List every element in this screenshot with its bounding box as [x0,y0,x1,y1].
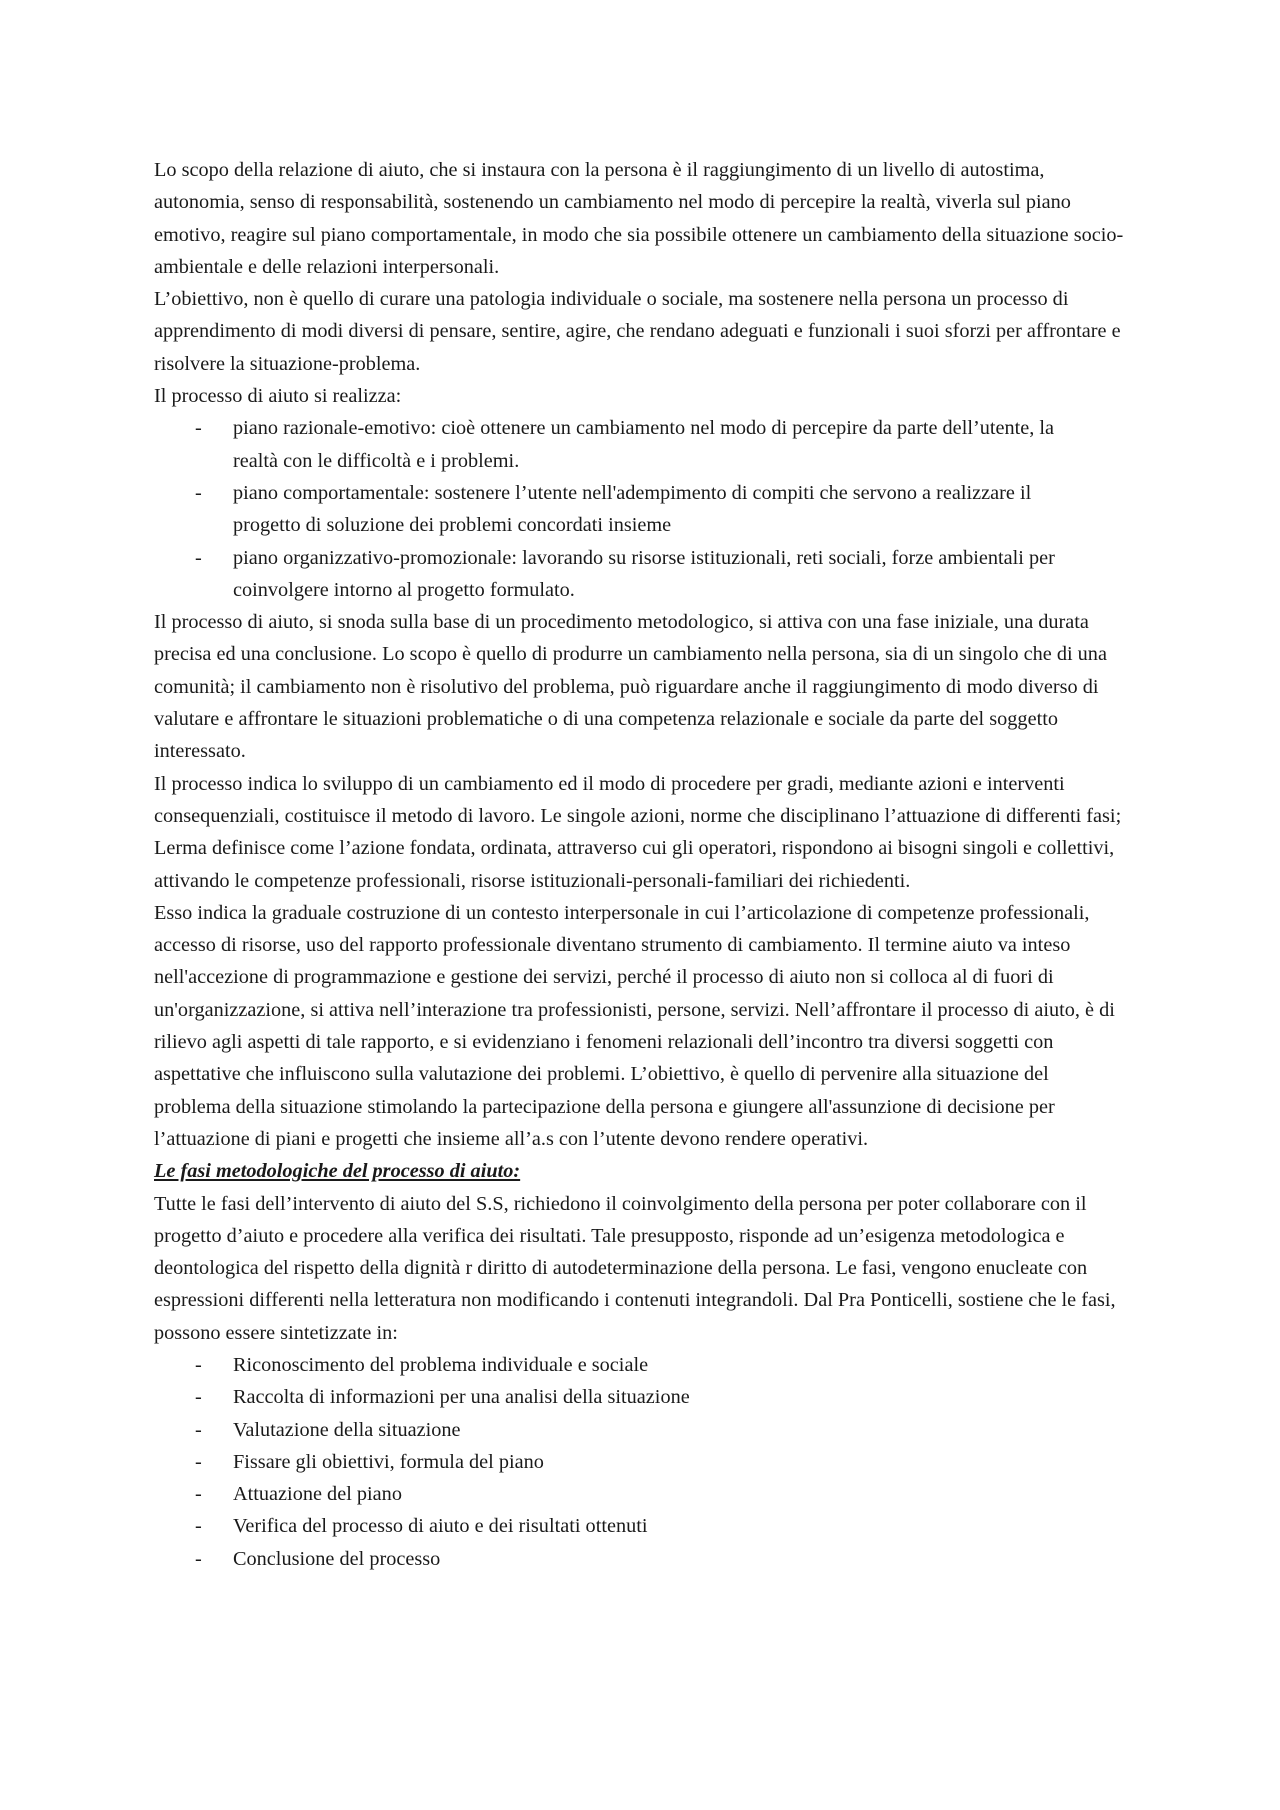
dash-bullet: - [195,1418,202,1441]
list-item [154,542,1130,607]
dash-bullet: - [195,1386,202,1409]
dash-bullet: - [195,1353,202,1376]
list-item-text: piano razionale-emotivo: cioè ottenere un cambiamento nel modo di percepire da parte dell’utente, la realtà con le difficoltà e i problemi. [233,417,1055,472]
list-item [154,1446,1130,1478]
dash-bullet: - [195,1483,202,1506]
list-item-text: Verifica del processo di aiuto e dei risultati ottenuti [233,1515,648,1538]
list-item [154,1478,1130,1510]
dash-bullet: - [195,417,202,440]
paragraph-contesto: Esso indica la graduale costruzione di un contesto interpersonale in cui l’articolazione di competenze professionali, accesso di risorse, uso del rapporto professionale diventano strumento di cambiamento. Il termine aiuto va inteso nell'accezione di programmazione e gestione dei servizi, perché il processo di aiuto non si colloca al di fuori di un'organizzazione, si attiva nell’interazione tra professionisti, persone, servizi. Nell’affrontare il processo di aiuto, è di rilievo agli aspetti di tale rapporto, e si evidenziano i fenomeni relazionali dell’incontro tra diversi soggetti con aspettative che influiscono sulla valutazione dei problemi. L’obiettivo, è quello di pervenire alla situazione del problema della situazione stimolando la partecipazione della persona e giungere all'assunzione di decisione per l’attuazione di piani e progetti che insieme all’a.s con l’utente devono rendere operativi. [154,901,1115,1150]
dash-bullet: - [195,481,202,504]
list-item-text: Fissare gli obiettivi, formula del piano [233,1450,544,1473]
list-item [154,477,1130,542]
list-item [154,412,1130,477]
paragraph-procedimento: Il processo di aiuto, si snoda sulla base di un procedimento metodologico, si attiva con una fase iniziale, una durata precisa ed una conclusione. Lo scopo è quello di produrre un cambiamento nella persona, sia di un singolo che di una comunità; il cambiamento non è risolutivo del problema, può riguardare anche il raggiungimento di modo diverso di valutare e affrontare le situazioni problematiche o di una competenza relazionale e sociale da parte del soggetto interessato. [154,611,1107,763]
paragraph-fasi: Tutte le fasi dell’intervento di aiuto del S.S, richiedono il coinvolgimento della persona per poter collaborare con il progetto d’aiuto e procedere alla verifica dei risultati. Tale presupposto, risponde ad un’esigenza metodologica e deontologica del rispetto della dignità r diritto di autodeterminazione della persona. Le fasi, vengono enucleate con espressioni differenti nella letteratura non modificando i contenuti integrandoli. Dal Pra Ponticelli, sostiene che le fasi, possono essere sintetizzate in: [154,1192,1116,1344]
list-item-text: Valutazione della situazione [233,1418,461,1441]
list-item-text: Attuazione del piano [233,1483,402,1506]
dash-bullet: - [195,1515,202,1538]
dash-bullet: - [195,546,202,569]
list-item [154,1349,1130,1381]
dash-bullet: - [195,1547,202,1570]
list-item-text: Riconoscimento del problema individuale e sociale [233,1353,649,1376]
paragraph-sviluppo: Il processo indica lo sviluppo di un cambiamento ed il modo di procedere per gradi, mediante azioni e interventi consequenziali, costituisce il metodo di lavoro. Le singole azioni, norme che disciplinano l’attuazione di differenti fasi; Lerma definisce come l’azione fondata, ordinata, attraverso cui gli operatori, rispondono ai bisogni singoli e collettivi, attivando le competenze professionali, risorse istituzionali-personali-familiari dei richiedenti. [154,772,1122,892]
list-fasi [154,1349,1130,1575]
list-item [154,1381,1130,1413]
dash-bullet: - [195,1450,202,1473]
paragraph-obiettivo: L’obiettivo, non è quello di curare una patologia individuale o sociale, ma sostenere nella persona un processo di apprendimento di modi diversi di pensare, sentire, agire, che rendano adeguati e funzionali i suoi sforzi per affrontare e risolvere la situazione-problema. [154,288,1121,375]
paragraph-processo-realizza: Il processo di aiuto si realizza: [154,385,402,408]
list-item-text: piano organizzativo-promozionale: lavorando su risorse istituzionali, reti sociali, forze ambientali per coinvolgere intorno al progetto formulato. [233,546,1055,601]
list-item-text: piano comportamentale: sostenere l’utente nell'adempimento di compiti che servono a realizzare il progetto di soluzione dei problemi concordati insieme [233,481,1032,537]
paragraph-scopo: Lo scopo della relazione di aiuto, che si instaura con la persona è il raggiungimento di un livello di autostima, autonomia, senso di responsabilità, sostenendo un cambiamento nel modo di percepire la realtà, viverla sul piano emotivo, reagire sul piano comportamentale, in modo che sia possibile ottenere un cambiamento della situazione socio-ambientale e delle relazioni interpersonali. [154,159,1124,278]
list-item [154,1414,1130,1446]
section-heading: Le fasi metodologiche del processo di aiuto: [154,1160,521,1183]
list-item-text: Raccolta di informazioni per una analisi della situazione [233,1386,690,1409]
list-item [154,1543,1130,1575]
list-item [154,1510,1130,1542]
list-item-text: Conclusione del processo [233,1547,441,1570]
list-piani [154,412,1130,606]
